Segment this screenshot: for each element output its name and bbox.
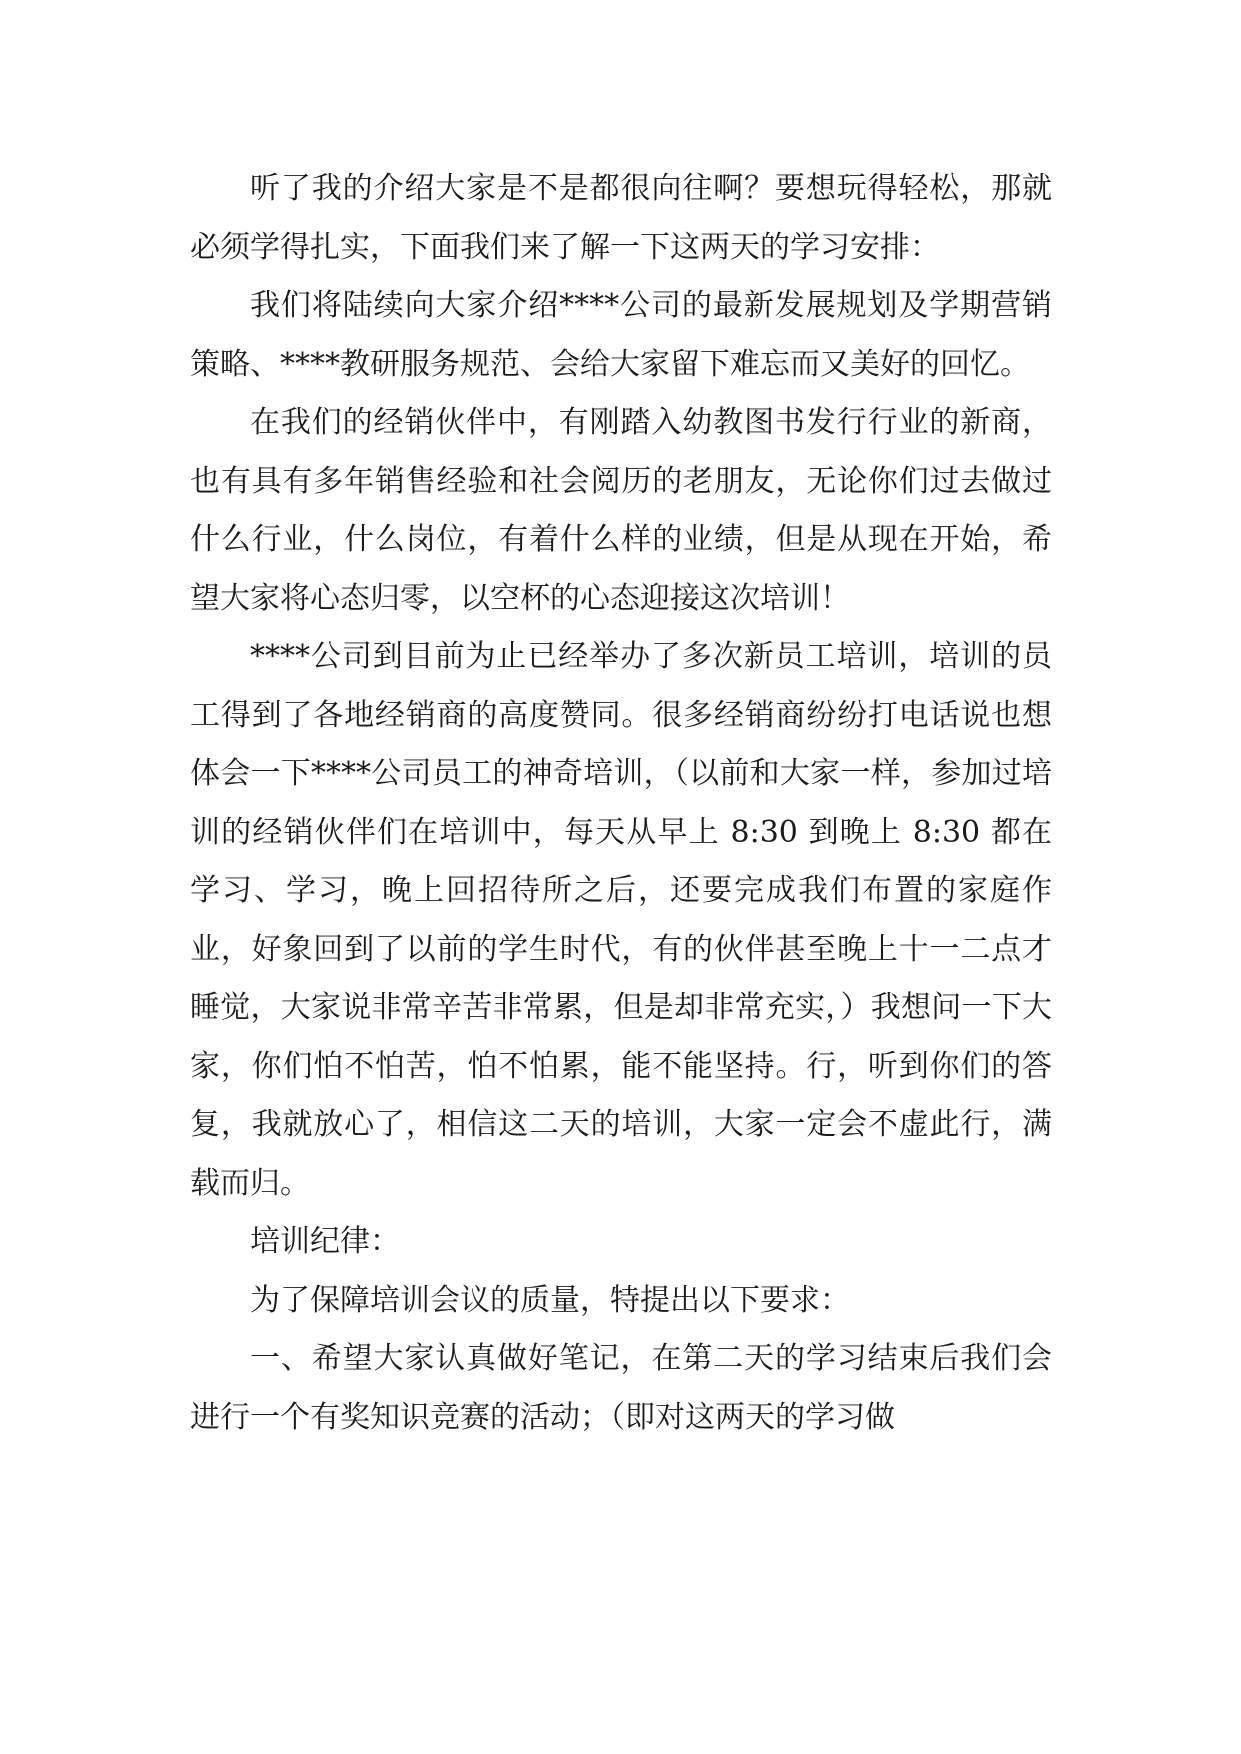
paragraph-training-history: ****公司到目前为止已经举办了多次新员工培训，培训的员工得到了各地经销商的高度赞同。很多经销商纷纷打电话说也想体会一下****公司员工的神奇培训，（以前和大家一样，参加过培训的经销伙伴们在培训中，每天从早上 8:30 到晚上 8:30 都在学习、学习，晚上回招待所之后，还要完成我们布置的家庭作业，好象回到了以前的学生时代，有的伙伴甚至晚上十一二点才睡觉，大家说非常辛苦非常累，但是却非常充实，）我想问一下大家，你们怕不怕苦，怕不怕累，能不能坚持。行，听到你们的答复，我就放心了，相信这二天的培训，大家一定会不虚此行，满载而归。 [190, 639, 1052, 1201]
paragraph-company-introduction: 我们将陆续向大家介绍****公司的最新发展规划及学期营销策略、****教研服务规范、会给大家留下难忘而又美好的回忆。 [190, 288, 1052, 382]
paragraph-partners-mindset: 在我们的经销伙伴中，有刚踏入幼教图书发行行业的新商，也有具有多年销售经验和社会阅历的老朋友，无论你们过去做过什么行业，什么岗位，有着什么样的业绩，但是从现在开始，希望大家将心态归零，以空杯的心态迎接这次培训！ [190, 405, 1052, 616]
document-body [190, 160, 1052, 1447]
paragraph-requirements-intro: 为了保障培训会议的质量，特提出以下要求： [250, 1282, 850, 1318]
paragraph-requirement-one: 一、希望大家认真做好笔记，在第二天的学习结束后我们会进行一个有奖知识竞赛的活动；（即对这两天的学习做 [190, 1341, 1052, 1435]
paragraph-discipline-heading: 培训纪律： [250, 1224, 400, 1259]
paragraph-intro-question: 听了我的介绍大家是不是都很向往啊？要想玩得轻松，那就必须学得扎实，下面我们来了解一下这两天的学习安排： [190, 171, 1052, 265]
